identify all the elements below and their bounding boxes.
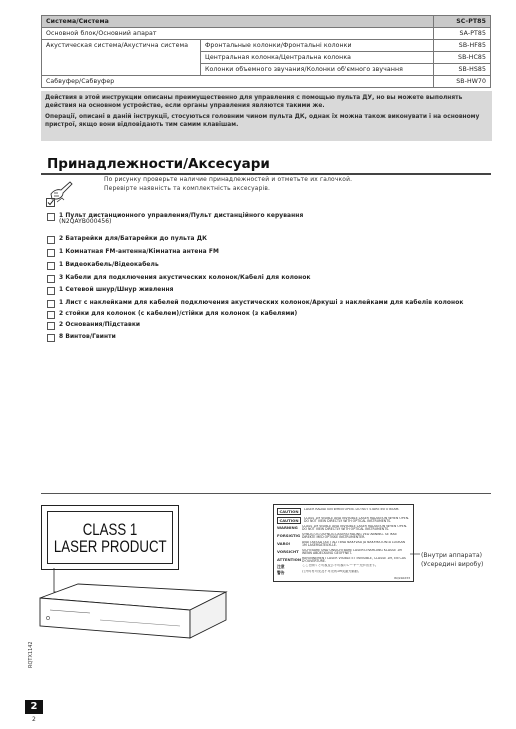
caution-text: ここを開くと可視及び不可視のレーザー光が出ます。: [302, 564, 379, 567]
model-spec-table: [41, 15, 491, 88]
intro-ru: По рисунку проверьте наличие принадлежностей и отметьте их галочкой.: [104, 177, 353, 183]
caution-row: [277, 557, 410, 564]
caution-tag: FORSIGTIG: [277, 533, 301, 538]
caution-text: CLASS 1M VISIBLE AND INVISIBLE LASER RADIATION WHEN OPEN. DO NOT VIEW DIRECTLY WITH OPTICAL INSTRUMENTS.: [302, 525, 408, 532]
checkbox[interactable]: [47, 213, 55, 221]
caution-row: [277, 541, 410, 548]
checkbox[interactable]: [47, 249, 55, 257]
spec-label: Фронтальные колонки/Фронтальні колонки: [201, 40, 434, 52]
accessory-label: 1 Комнатная FM-антенна/Кімнатна антена FM: [59, 249, 219, 255]
caution-tag: CAUTION: [277, 508, 301, 515]
checkbox-example-icon: [46, 198, 55, 207]
accessory-label: 3 Кабели для подключения акустических колонок/Кабелі для колонок: [59, 275, 311, 281]
spec-label: Сабвуфер/Сабвуфер: [42, 76, 434, 88]
spec-label: Система/Система: [42, 16, 434, 28]
laser-class: CLASS 1: [82, 519, 138, 539]
caution-row: [277, 517, 410, 524]
accessory-item-screws: [47, 334, 116, 342]
spec-row-system: [42, 16, 491, 28]
accessories-title: Принадлежности/Аксесуари: [47, 156, 270, 172]
operation-note-box: [41, 91, 492, 141]
operation-note-ua: Операції, описані в даній інструкції, стосуються головним чином пульта ДК, однак їх можна також виконувати і на основному пристрої, якщо вони відповідають тим самим клавішам.: [45, 114, 480, 128]
spec-model: SB-HF85: [434, 40, 491, 52]
page-number-tab: 2: [25, 700, 43, 714]
caution-tag: ATTENTION: [277, 557, 302, 562]
intro-ua: Перевірте наявність та комплектність аксесуарів.: [104, 186, 271, 192]
spec-row-subwoofer: [42, 76, 491, 88]
spec-label: Основной блок/Основний апарат: [42, 28, 434, 40]
document-code: RQTX1142: [28, 641, 34, 668]
checkbox[interactable]: [47, 300, 55, 308]
spec-model: SB-HS85: [434, 64, 491, 76]
accessory-label: 1 Лист с наклейками для кабелей подключения акустических колонок/Аркуші з наклейками для кабелів колонок: [59, 300, 464, 306]
caution-row: [277, 525, 410, 532]
checkbox[interactable]: [47, 287, 55, 295]
spec-row-speaker-front: [42, 40, 491, 52]
caution-row: [277, 570, 410, 576]
caution-tag: 警告: [277, 570, 285, 575]
caution-text: CLASS 1M VISIBLE AND INVISIBLE LASER RADIATION WHEN OPEN. DO NOT VIEW DIRECTLY WITH OPTICAL INSTRUMENTS.: [304, 517, 410, 524]
accessory-item-sticker-sheet: [47, 300, 463, 308]
laser-product: LASER PRODUCT: [53, 536, 167, 556]
accessory-label: 2 Основания/Підставки: [59, 322, 141, 328]
accessory-sub: (N2QAYB000456): [59, 219, 112, 225]
caution-text: SICHTBARE UND UNSICHTBARE LASERSTRAHLUNG KLASSE 1M WENN ABDECKUNG GEÖFFNET.: [302, 549, 402, 556]
bottom-divider: [41, 493, 491, 494]
caution-text: SYNLIG OG USYNLIG LASERSTRÅLING VED ÅBNING. SE IKKE DIREKTE MED OPTISKE INSTRUMENTER.: [302, 533, 398, 540]
accessory-label: 1 Пульт дистанционного управления/Пульт дистанційного керування: [59, 213, 304, 219]
caution-tag: 注意: [277, 564, 285, 569]
accessory-label: 2 Батарейки для/Батарейки до пульта ДК: [59, 236, 207, 242]
page-number: 2: [32, 716, 36, 723]
spec-model: SB-HW70: [434, 76, 491, 88]
accessory-label: 8 Винтов/Гвинти: [59, 334, 116, 340]
accessory-item-power-cord: [47, 287, 174, 295]
accessories-intro: [104, 176, 352, 194]
checkbox[interactable]: [47, 262, 55, 270]
caution-tag: CAUTION: [277, 517, 301, 524]
accessory-label: 1 Сетевой шнур/Шнур живлення: [59, 287, 174, 293]
caution-text: LASER RADIATION WHEN OPEN. DO NOT STARE INTO BEAM.: [304, 508, 400, 511]
accessory-label: 1 Видеокабель/Відеокабель: [59, 262, 159, 268]
caution-tag: VARO!: [277, 541, 291, 546]
spec-model: SC-PT85: [434, 16, 491, 28]
checkbox[interactable]: [47, 275, 55, 283]
section-divider: [41, 173, 491, 175]
spec-model: SB-HC85: [434, 52, 491, 64]
accessory-item-remote: [47, 213, 303, 225]
spec-label: Колонки объемного звучания/Колонки об'ємного звучання: [201, 64, 434, 76]
accessory-item-bases: [47, 322, 140, 330]
checkbox[interactable]: [47, 311, 55, 319]
caution-tag: VORSICHT: [277, 549, 299, 554]
spec-model: SA-PT85: [434, 28, 491, 40]
checkbox[interactable]: [47, 322, 55, 330]
accessory-label: 2 стойки для колонок (с кабелем)/стійки для колонок (з кабелями): [59, 311, 298, 317]
caution-text: RAYONNEMENT LASER VISIBLE ET INVISIBLE, CLASSE 1M, EN CAS D'OUVERTURE.: [302, 557, 406, 564]
caution-label-code: RQLS0233: [394, 576, 410, 580]
device-illustration: [30, 536, 230, 650]
operation-note-ru: Действия в этой инструкции описаны преимущественно для управления с помощью пульта ДУ, но вы можете выполнять действия на основном устройстве, если органы управления являются такими же.: [45, 95, 463, 109]
accessory-item-video-cable: [47, 262, 159, 270]
laser-caution-label: [273, 504, 414, 582]
inside-note-ua: (Усередині виробу): [421, 561, 484, 568]
inside-note-ru: (Внутри аппарата): [421, 552, 483, 559]
caution-row: [277, 508, 410, 515]
checkbox[interactable]: [47, 236, 55, 244]
spec-label: Центральная колонка/Центральна колонка: [201, 52, 434, 64]
caution-row: [277, 533, 410, 540]
accessory-item-fm-antenna: [47, 249, 219, 257]
accessory-item-speaker-stands: [47, 311, 297, 319]
caution-text: 打开时有可见及不可见的1M类激光辐射。: [302, 570, 361, 573]
accessory-item-speaker-cables: [47, 275, 311, 283]
spec-speaker-group-label: Акустическая система/Акустична система: [42, 40, 201, 76]
inside-unit-note: [421, 551, 483, 569]
spec-row-main-unit: [42, 28, 491, 40]
caution-text: AVATTAESSA OLET ALTTIINA NÄKYVÄÄ JA NÄKYMÄTÖNTÄ LUOKAN 1M LASERSÄTEILYLLE.: [302, 541, 406, 548]
caution-tag: WARNING: [277, 525, 298, 530]
checkbox[interactable]: [47, 334, 55, 342]
caution-row: [277, 549, 410, 556]
accessory-item-batteries: [47, 236, 207, 244]
